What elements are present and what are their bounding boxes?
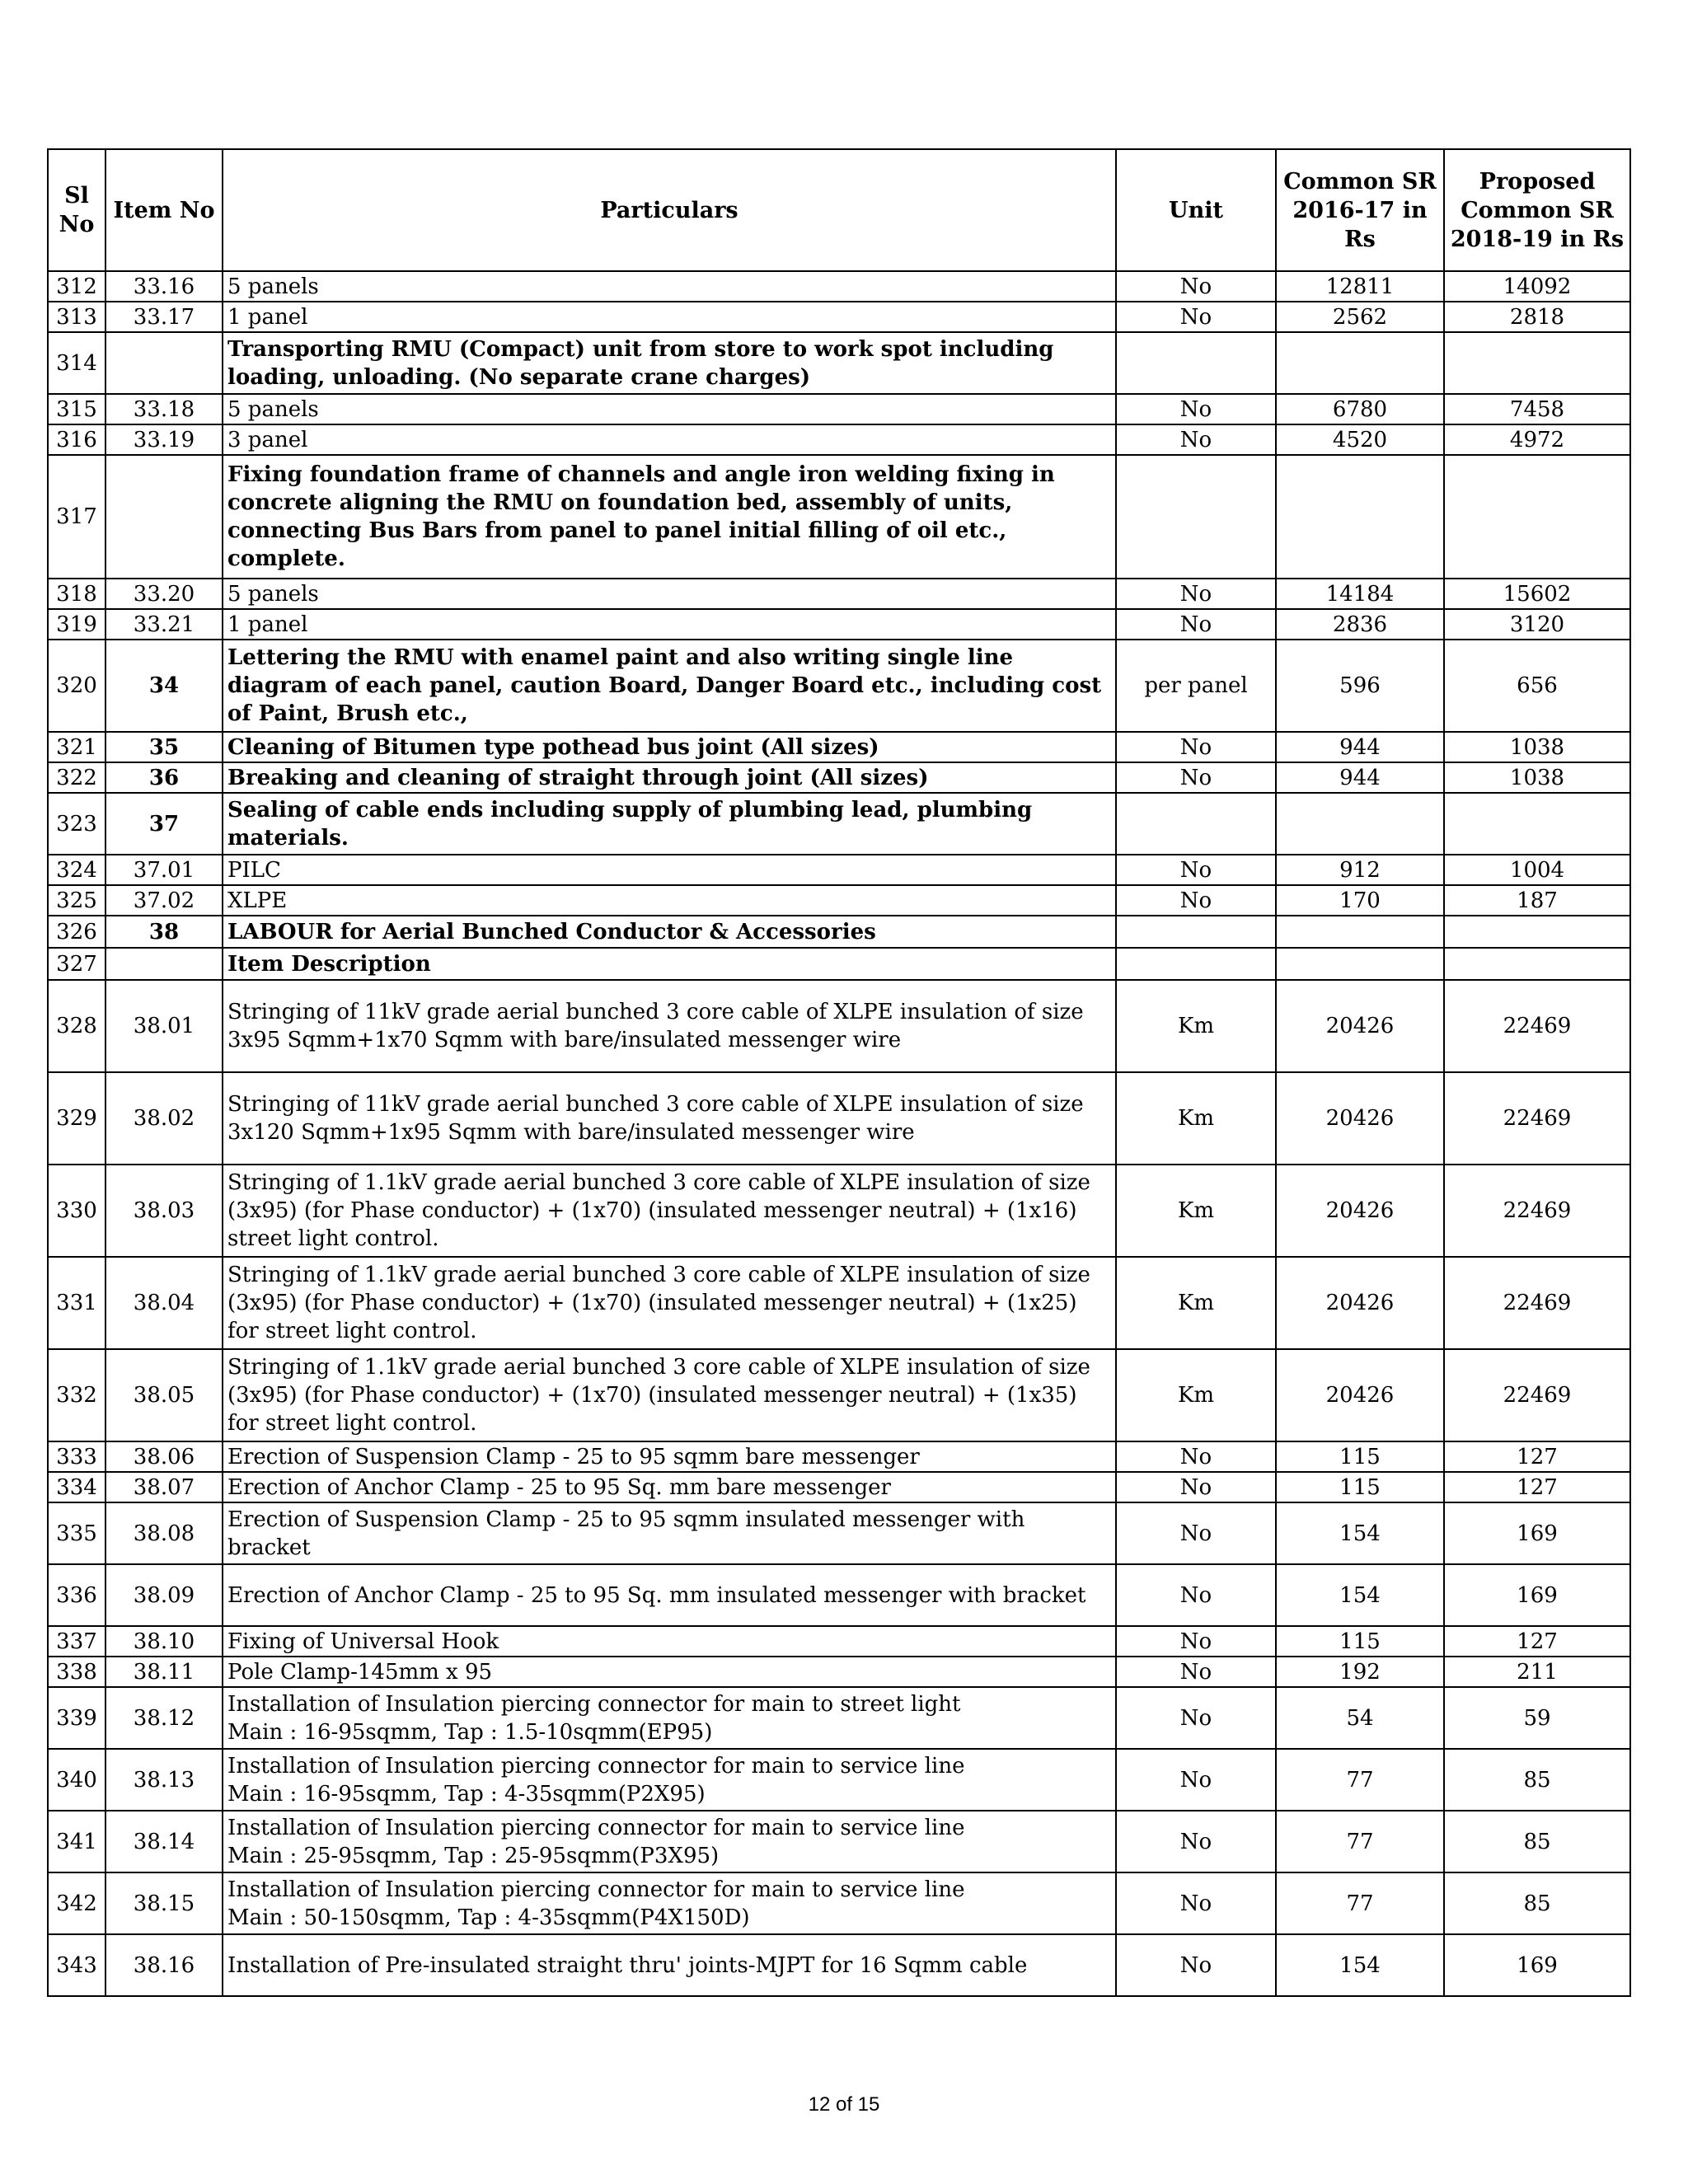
cell-common-sr <box>1276 332 1444 394</box>
table-row <box>48 1472 1630 1502</box>
table-row <box>48 332 1630 394</box>
cell-unit: Km <box>1116 1349 1276 1441</box>
cell-item-no: 38.01 <box>106 980 223 1072</box>
cell-common-sr: 14184 <box>1276 579 1444 609</box>
cell-common-sr: 944 <box>1276 732 1444 762</box>
particulars-text: Cleaning of Bitumen type pothead bus joint (All sizes) <box>227 734 879 760</box>
cell-particulars <box>223 1472 1116 1502</box>
cell-item-no: 37.01 <box>106 855 223 885</box>
cell-unit: Km <box>1116 1072 1276 1165</box>
cell-item-no: 33.21 <box>106 609 223 640</box>
cell-unit <box>1116 916 1276 948</box>
cell-item-no: 33.16 <box>106 271 223 302</box>
cell-particulars <box>223 1626 1116 1657</box>
cell-sl-no: 340 <box>48 1749 106 1811</box>
table-row <box>48 916 1630 948</box>
cell-sl-no: 326 <box>48 916 106 948</box>
cell-proposed-sr: 85 <box>1444 1872 1630 1934</box>
col-particulars: Particulars <box>223 149 1116 271</box>
cell-item-no: 37 <box>106 793 223 855</box>
table-row <box>48 1626 1630 1657</box>
particulars-text: XLPE <box>227 888 288 913</box>
cell-common-sr: 77 <box>1276 1811 1444 1872</box>
table-row <box>48 1257 1630 1349</box>
table-row <box>48 1072 1630 1165</box>
cell-item-no: 38 <box>106 916 223 948</box>
particulars-text: 1 panel <box>227 304 308 330</box>
cell-particulars <box>223 762 1116 793</box>
cell-unit: Km <box>1116 980 1276 1072</box>
table-row <box>48 579 1630 609</box>
cell-item-no: 38.05 <box>106 1349 223 1441</box>
cell-item-no: 38.04 <box>106 1257 223 1349</box>
cell-particulars <box>223 1657 1116 1687</box>
table-row <box>48 1441 1630 1472</box>
cell-item-no: 34 <box>106 640 223 732</box>
cell-proposed-sr: 169 <box>1444 1564 1630 1626</box>
table-row <box>48 455 1630 579</box>
cell-sl-no: 342 <box>48 1872 106 1934</box>
cell-sl-no: 324 <box>48 855 106 885</box>
cell-common-sr: 4520 <box>1276 424 1444 455</box>
cell-unit <box>1116 948 1276 980</box>
cell-proposed-sr: 3120 <box>1444 609 1630 640</box>
cell-sl-no: 319 <box>48 609 106 640</box>
cell-unit: No <box>1116 1564 1276 1626</box>
cell-unit: No <box>1116 1687 1276 1749</box>
cell-item-no: 33.17 <box>106 302 223 332</box>
particulars-text: Erection of Anchor Clamp - 25 to 95 Sq. mm bare messenger <box>227 1474 891 1500</box>
particulars-text: Fixing foundation frame of channels and angle iron welding fixing in concrete aligning the RMU on foundation bed, assembly of units, connecting Bus Bars from panel to panel initial filling of oil etc., complete. <box>227 462 1055 571</box>
particulars-text-line2: Main : 50-150sqmm, Tap : 4-35sqmm(P4X150D) <box>227 1905 750 1930</box>
cell-particulars <box>223 1165 1116 1257</box>
cell-unit: No <box>1116 1811 1276 1872</box>
table-row <box>48 762 1630 793</box>
cell-sl-no: 341 <box>48 1811 106 1872</box>
cell-sl-no: 317 <box>48 455 106 579</box>
cell-common-sr: 912 <box>1276 855 1444 885</box>
cell-proposed-sr: 1038 <box>1444 762 1630 793</box>
cell-particulars <box>223 855 1116 885</box>
particulars-text-line2: Main : 16-95sqmm, Tap : 1.5-10sqmm(EP95) <box>227 1719 713 1745</box>
cell-common-sr: 20426 <box>1276 1257 1444 1349</box>
table-row <box>48 1165 1630 1257</box>
cell-particulars <box>223 271 1116 302</box>
cell-unit: No <box>1116 579 1276 609</box>
cell-proposed-sr <box>1444 332 1630 394</box>
cell-unit: No <box>1116 609 1276 640</box>
table-body <box>48 271 1630 1996</box>
cell-sl-no: 334 <box>48 1472 106 1502</box>
cell-common-sr: 20426 <box>1276 980 1444 1072</box>
cell-particulars <box>223 609 1116 640</box>
cell-unit: No <box>1116 1502 1276 1564</box>
cell-proposed-sr: 187 <box>1444 885 1630 916</box>
cell-item-no: 38.02 <box>106 1072 223 1165</box>
particulars-text-line2: Main : 25-95sqmm, Tap : 25-95sqmm(P3X95) <box>227 1843 720 1868</box>
particulars-text: Installation of Insulation piercing connector for main to street light <box>227 1691 961 1717</box>
particulars-text: 5 panels <box>227 581 319 607</box>
cell-common-sr: 2562 <box>1276 302 1444 332</box>
table-row <box>48 1349 1630 1441</box>
cell-common-sr: 77 <box>1276 1872 1444 1934</box>
cell-particulars <box>223 1872 1116 1934</box>
cell-sl-no: 338 <box>48 1657 106 1687</box>
cell-proposed-sr: 22469 <box>1444 1165 1630 1257</box>
cell-particulars <box>223 1934 1116 1996</box>
cell-item-no: 38.16 <box>106 1934 223 1996</box>
cell-common-sr: 192 <box>1276 1657 1444 1687</box>
particulars-text: 3 panel <box>227 427 308 452</box>
cell-sl-no: 337 <box>48 1626 106 1657</box>
cell-common-sr: 596 <box>1276 640 1444 732</box>
cell-unit: No <box>1116 855 1276 885</box>
cell-common-sr: 20426 <box>1276 1165 1444 1257</box>
cell-particulars <box>223 1257 1116 1349</box>
cell-sl-no: 313 <box>48 302 106 332</box>
cell-proposed-sr: 7458 <box>1444 394 1630 424</box>
cell-common-sr: 115 <box>1276 1472 1444 1502</box>
particulars-text: PILC <box>227 857 281 883</box>
cell-particulars <box>223 302 1116 332</box>
table-row <box>48 1502 1630 1564</box>
cell-item-no: 38.09 <box>106 1564 223 1626</box>
table-row <box>48 1657 1630 1687</box>
cell-proposed-sr: 59 <box>1444 1687 1630 1749</box>
cell-common-sr: 20426 <box>1276 1349 1444 1441</box>
cell-particulars <box>223 455 1116 579</box>
table-row <box>48 1564 1630 1626</box>
particulars-text: Item Description <box>227 951 431 977</box>
cell-unit: No <box>1116 302 1276 332</box>
table-row <box>48 394 1630 424</box>
cell-unit <box>1116 793 1276 855</box>
particulars-text: Fixing of Universal Hook <box>227 1629 499 1654</box>
cell-common-sr: 2836 <box>1276 609 1444 640</box>
table-row <box>48 1749 1630 1811</box>
cell-unit: No <box>1116 762 1276 793</box>
particulars-text: Installation of Insulation piercing connector for main to service line <box>227 1815 965 1840</box>
cell-unit: No <box>1116 1934 1276 1996</box>
cell-item-no: 38.12 <box>106 1687 223 1749</box>
cell-proposed-sr: 656 <box>1444 640 1630 732</box>
cell-particulars <box>223 1749 1116 1811</box>
particulars-text: Erection of Anchor Clamp - 25 to 95 Sq. mm insulated messenger with bracket <box>227 1582 1086 1608</box>
cell-proposed-sr <box>1444 916 1630 948</box>
cell-sl-no: 314 <box>48 332 106 394</box>
particulars-text: Installation of Pre-insulated straight thru' joints-MJPT for 16 Sqmm cable <box>227 1952 1028 1978</box>
cell-proposed-sr: 1038 <box>1444 732 1630 762</box>
cell-item-no <box>106 948 223 980</box>
particulars-text: Stringing of 1.1kV grade aerial bunched 3 core cable of XLPE insulation of size (3x95) (for Phase conductor) + (1x70) (insulated messenger neutral) + (1x25) for street light control. <box>227 1263 1090 1343</box>
table-row <box>48 1811 1630 1872</box>
particulars-text: 5 panels <box>227 396 319 422</box>
particulars-text: Installation of Insulation piercing connector for main to service line <box>227 1877 965 1902</box>
cell-proposed-sr: 169 <box>1444 1934 1630 1996</box>
cell-common-sr <box>1276 916 1444 948</box>
cell-proposed-sr: 169 <box>1444 1502 1630 1564</box>
cell-proposed-sr: 85 <box>1444 1811 1630 1872</box>
cell-unit: No <box>1116 1441 1276 1472</box>
cell-item-no: 38.06 <box>106 1441 223 1472</box>
table-row <box>48 640 1630 732</box>
cell-item-no: 36 <box>106 762 223 793</box>
cell-particulars <box>223 332 1116 394</box>
cell-common-sr: 154 <box>1276 1564 1444 1626</box>
table-row <box>48 855 1630 885</box>
cell-sl-no: 316 <box>48 424 106 455</box>
cell-particulars <box>223 732 1116 762</box>
table-row <box>48 424 1630 455</box>
cell-common-sr: 154 <box>1276 1934 1444 1996</box>
cell-common-sr: 154 <box>1276 1502 1444 1564</box>
cell-proposed-sr: 22469 <box>1444 1257 1630 1349</box>
cell-item-no: 38.14 <box>106 1811 223 1872</box>
cell-common-sr <box>1276 455 1444 579</box>
cell-sl-no: 321 <box>48 732 106 762</box>
cell-particulars <box>223 1502 1116 1564</box>
cell-common-sr <box>1276 793 1444 855</box>
particulars-text: 5 panels <box>227 274 319 299</box>
table-row <box>48 302 1630 332</box>
cell-common-sr: 170 <box>1276 885 1444 916</box>
table-row <box>48 885 1630 916</box>
cell-proposed-sr: 127 <box>1444 1626 1630 1657</box>
cell-item-no: 33.20 <box>106 579 223 609</box>
cell-proposed-sr: 22469 <box>1444 1072 1630 1165</box>
cell-item-no <box>106 332 223 394</box>
cell-common-sr: 115 <box>1276 1626 1444 1657</box>
cell-unit: Km <box>1116 1165 1276 1257</box>
col-proposed-sr: Proposed Common SR 2018-19 in Rs <box>1444 149 1630 271</box>
col-sl-no: Sl No <box>48 149 106 271</box>
cell-proposed-sr: 211 <box>1444 1657 1630 1687</box>
cell-sl-no: 339 <box>48 1687 106 1749</box>
cell-unit: No <box>1116 1626 1276 1657</box>
cell-item-no: 33.18 <box>106 394 223 424</box>
table-row <box>48 1872 1630 1934</box>
cell-particulars <box>223 394 1116 424</box>
col-common-sr: Common SR 2016-17 in Rs <box>1276 149 1444 271</box>
particulars-text: Installation of Insulation piercing connector for main to service line <box>227 1753 965 1779</box>
cell-item-no: 38.10 <box>106 1626 223 1657</box>
cell-particulars <box>223 1072 1116 1165</box>
particulars-text: Pole Clamp-145mm x 95 <box>227 1659 493 1685</box>
cell-proposed-sr: 22469 <box>1444 980 1630 1072</box>
cell-proposed-sr: 1004 <box>1444 855 1630 885</box>
col-item-no: Item No <box>106 149 223 271</box>
cell-item-no <box>106 455 223 579</box>
cell-particulars <box>223 885 1116 916</box>
cell-sl-no: 327 <box>48 948 106 980</box>
rates-table <box>47 148 1631 1997</box>
cell-unit: No <box>1116 394 1276 424</box>
cell-particulars <box>223 980 1116 1072</box>
cell-item-no: 38.15 <box>106 1872 223 1934</box>
cell-proposed-sr <box>1444 455 1630 579</box>
col-unit: Unit <box>1116 149 1276 271</box>
cell-unit: No <box>1116 732 1276 762</box>
cell-item-no: 38.13 <box>106 1749 223 1811</box>
cell-unit: No <box>1116 1749 1276 1811</box>
cell-common-sr: 6780 <box>1276 394 1444 424</box>
particulars-text: Erection of Suspension Clamp - 25 to 95 sqmm insulated messenger with bracket <box>227 1507 1025 1560</box>
cell-sl-no: 343 <box>48 1934 106 1996</box>
particulars-text: LABOUR for Aerial Bunched Conductor & Accessories <box>227 919 876 944</box>
particulars-text: Sealing of cable ends including supply of plumbing lead, plumbing materials. <box>227 797 1033 851</box>
cell-proposed-sr: 22469 <box>1444 1349 1630 1441</box>
cell-particulars <box>223 1687 1116 1749</box>
particulars-text: Stringing of 1.1kV grade aerial bunched 3 core cable of XLPE insulation of size (3x95) (for Phase conductor) + (1x70) (insulated messenger neutral) + (1x35) for street light control. <box>227 1355 1090 1436</box>
particulars-text: Stringing of 11kV grade aerial bunched 3 core cable of XLPE insulation of size 3x120 Sqmm+1x95 Sqmm with bare/insulated messenger wire <box>227 1092 1084 1145</box>
cell-particulars <box>223 579 1116 609</box>
cell-sl-no: 331 <box>48 1257 106 1349</box>
cell-particulars <box>223 916 1116 948</box>
cell-sl-no: 330 <box>48 1165 106 1257</box>
cell-sl-no: 320 <box>48 640 106 732</box>
cell-common-sr <box>1276 948 1444 980</box>
cell-particulars <box>223 1564 1116 1626</box>
cell-unit: per panel <box>1116 640 1276 732</box>
cell-common-sr: 77 <box>1276 1749 1444 1811</box>
particulars-text: 1 panel <box>227 612 308 637</box>
cell-item-no: 38.03 <box>106 1165 223 1257</box>
cell-common-sr: 944 <box>1276 762 1444 793</box>
cell-unit: No <box>1116 1657 1276 1687</box>
cell-unit: No <box>1116 1872 1276 1934</box>
cell-sl-no: 332 <box>48 1349 106 1441</box>
cell-item-no: 37.02 <box>106 885 223 916</box>
cell-particulars <box>223 1811 1116 1872</box>
cell-particulars <box>223 640 1116 732</box>
cell-proposed-sr: 2818 <box>1444 302 1630 332</box>
cell-common-sr: 54 <box>1276 1687 1444 1749</box>
cell-proposed-sr: 14092 <box>1444 271 1630 302</box>
cell-particulars <box>223 948 1116 980</box>
cell-proposed-sr <box>1444 793 1630 855</box>
table-row <box>48 980 1630 1072</box>
cell-sl-no: 329 <box>48 1072 106 1165</box>
cell-unit <box>1116 332 1276 394</box>
cell-proposed-sr: 85 <box>1444 1749 1630 1811</box>
cell-proposed-sr: 4972 <box>1444 424 1630 455</box>
cell-proposed-sr: 127 <box>1444 1441 1630 1472</box>
cell-unit: Km <box>1116 1257 1276 1349</box>
table-header <box>48 149 1630 271</box>
cell-unit: No <box>1116 885 1276 916</box>
header-row <box>48 149 1630 271</box>
cell-unit <box>1116 455 1276 579</box>
cell-particulars <box>223 1349 1116 1441</box>
cell-sl-no: 333 <box>48 1441 106 1472</box>
cell-sl-no: 328 <box>48 980 106 1072</box>
cell-proposed-sr: 15602 <box>1444 579 1630 609</box>
cell-sl-no: 315 <box>48 394 106 424</box>
cell-common-sr: 115 <box>1276 1441 1444 1472</box>
cell-sl-no: 336 <box>48 1564 106 1626</box>
cell-proposed-sr <box>1444 948 1630 980</box>
cell-unit: No <box>1116 271 1276 302</box>
cell-item-no: 38.08 <box>106 1502 223 1564</box>
particulars-text: Lettering the RMU with enamel paint and also writing single line diagram of each panel, caution Board, Danger Board etc., including cost of Paint, Brush etc., <box>227 645 1102 726</box>
cell-particulars <box>223 424 1116 455</box>
cell-particulars <box>223 1441 1116 1472</box>
cell-common-sr: 20426 <box>1276 1072 1444 1165</box>
table-row <box>48 1687 1630 1749</box>
cell-sl-no: 335 <box>48 1502 106 1564</box>
table-row <box>48 271 1630 302</box>
table-row <box>48 1934 1630 1996</box>
cell-sl-no: 318 <box>48 579 106 609</box>
cell-unit: No <box>1116 424 1276 455</box>
page-number: 12 of 15 <box>808 2093 880 2116</box>
particulars-text-line2: Main : 16-95sqmm, Tap : 4-35sqmm(P2X95) <box>227 1781 706 1807</box>
cell-item-no: 33.19 <box>106 424 223 455</box>
cell-item-no: 38.07 <box>106 1472 223 1502</box>
cell-item-no: 35 <box>106 732 223 762</box>
cell-sl-no: 312 <box>48 271 106 302</box>
particulars-text: Stringing of 1.1kV grade aerial bunched 3 core cable of XLPE insulation of size (3x95) (for Phase conductor) + (1x70) (insulated messenger neutral) + (1x16) street light control. <box>227 1170 1090 1251</box>
cell-sl-no: 322 <box>48 762 106 793</box>
cell-sl-no: 323 <box>48 793 106 855</box>
table-row <box>48 793 1630 855</box>
cell-sl-no: 325 <box>48 885 106 916</box>
particulars-text: Breaking and cleaning of straight through joint (All sizes) <box>227 765 929 790</box>
table-row <box>48 732 1630 762</box>
cell-item-no: 38.11 <box>106 1657 223 1687</box>
cell-proposed-sr: 127 <box>1444 1472 1630 1502</box>
table-row <box>48 609 1630 640</box>
particulars-text: Transporting RMU (Compact) unit from store to work spot including loading, unloading. (No separate crane charges) <box>227 336 1054 390</box>
cell-unit: No <box>1116 1472 1276 1502</box>
cell-common-sr: 12811 <box>1276 271 1444 302</box>
particulars-text: Erection of Suspension Clamp - 25 to 95 sqmm bare messenger <box>227 1444 920 1469</box>
cell-particulars <box>223 793 1116 855</box>
particulars-text: Stringing of 11kV grade aerial bunched 3 core cable of XLPE insulation of size 3x95 Sqmm+1x70 Sqmm with bare/insulated messenger wire <box>227 1000 1084 1052</box>
table-row <box>48 948 1630 980</box>
